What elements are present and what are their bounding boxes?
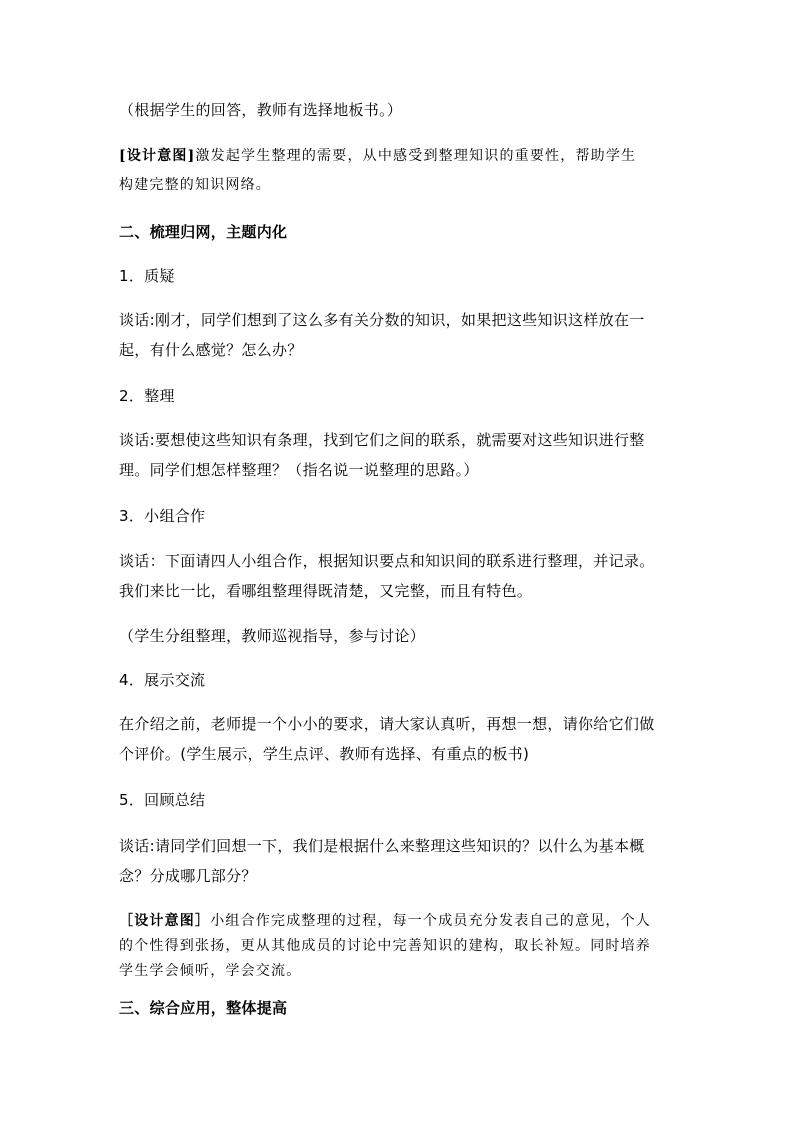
talk-1-line-1: 谈话:刚才，同学们想到了这么多有关分数的知识，如果把这些知识这样放在一 (119, 311, 645, 329)
step-2-heading: 2．整理 (119, 387, 175, 405)
section-3-heading: 三、综合应用，整体提高 (119, 999, 288, 1017)
design-intent-1-line-2: 构建完整的知识网络。 (119, 177, 271, 193)
design-intent-2-line-3: 学生学会倾听，学会交流。 (119, 963, 302, 979)
section-2-heading: 二、梳理归网，主题内化 (119, 223, 288, 241)
step-1-heading: 1．质疑 (119, 267, 175, 285)
design-intent-2-tag: ［设计意图］ (119, 913, 211, 929)
teacher-note-paragraph: （根据学生的回答，教师有选择地板书。） (119, 101, 403, 119)
design-intent-1-tag: [设计意图] (119, 148, 196, 164)
design-intent-1-line-1 (119, 146, 689, 166)
group-work-paragraph: （学生分组整理，教师巡视指导，参与讨论） (119, 627, 426, 645)
talk-3-line-1: 谈话：下面请四人小组合作，根据知识要点和知识间的联系进行整理，并记录。 (119, 552, 655, 570)
step-4-heading: 4．展示交流 (119, 671, 206, 689)
talk-1-line-2: 起，有什么感觉？怎么办？ (119, 341, 303, 359)
talk-5-line-1: 谈话:请同学们回想一下，我们是根据什么来整理这些知识的？以什么为基本概 (119, 837, 645, 855)
design-intent-2-line-1 (119, 911, 689, 931)
talk-3-line-2: 我们来比一比，看哪组整理得既清楚，又完整，而且有特色。 (119, 582, 533, 600)
talk-4-line-2: 个评价。(学生展示，学生点评、教师有选择、有重点的板书) (119, 745, 530, 763)
design-intent-1-text: 激发起学生整理的需要，从中感受到整理知识的重要性，帮助学生 (195, 148, 637, 164)
design-intent-2-text: 小组合作完成整理的过程，每一个成员充分发表自己的意见，个人 (210, 913, 652, 929)
talk-5-line-2: 念？分成哪几部分？ (119, 867, 257, 885)
step-3-heading: 3．小组合作 (119, 507, 206, 525)
talk-4-line-1: 在介绍之前，老师提一个小小的要求，请大家认真听，再想一想，请你给它们做 (119, 715, 655, 733)
step-5-heading: 5．回顾总结 (119, 791, 206, 809)
talk-2-line-1: 谈话:要想使这些知识有条理，找到它们之间的联系，就需要对这些知识进行整 (119, 431, 645, 449)
design-intent-2-line-2: 的个性得到张扬，更从其他成员的讨论中完善知识的建构，取长补短。同时培养 (119, 938, 651, 954)
talk-2-line-2: 理。同学们想怎样整理？（指名说一说整理的思路。） (119, 461, 479, 479)
